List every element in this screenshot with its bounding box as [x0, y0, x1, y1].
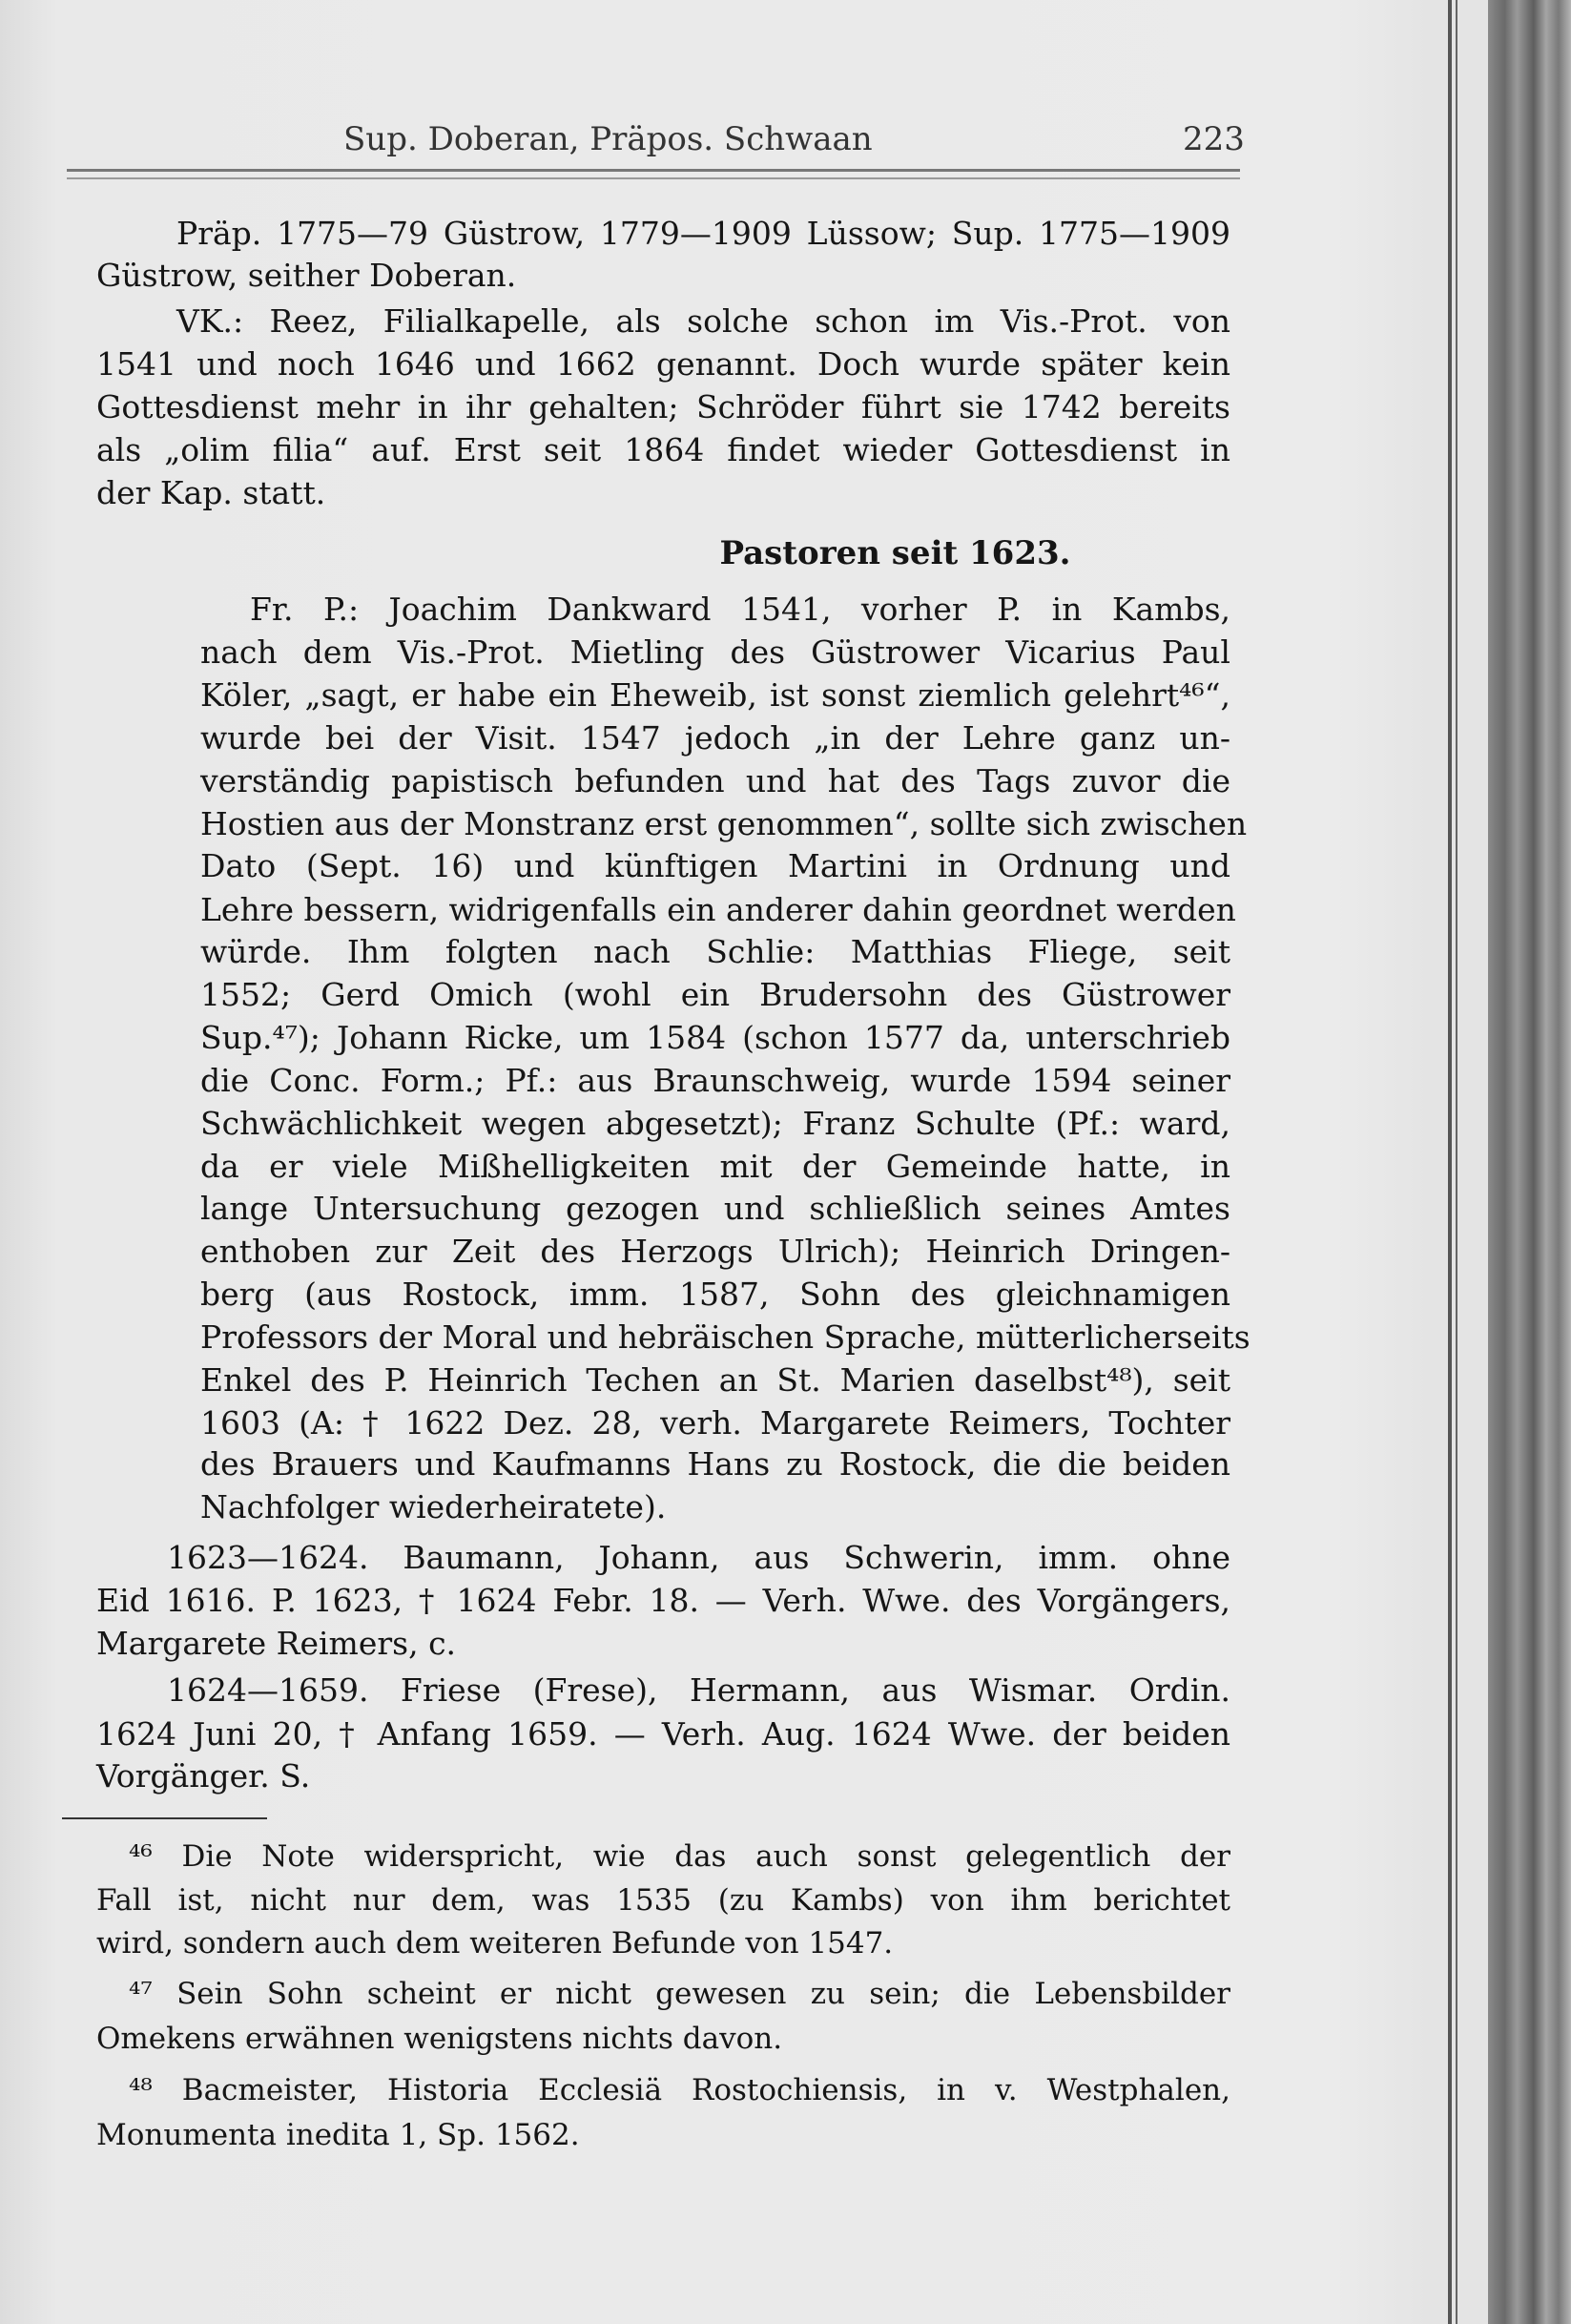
text-line: verständig papistisch befunden und hat des Tags zuvor die	[200, 762, 1230, 799]
text-line: Enkel des P. Heinrich Techen an St. Marien daselbst⁴⁸), seit	[200, 1361, 1230, 1399]
text-line: Sup.⁴⁷); Johann Ricke, um 1584 (schon 1577 da, unterschrieb	[200, 1019, 1230, 1056]
text-line: Vorgänger. S.	[96, 1757, 311, 1795]
text-line: ⁴⁸ Bacmeister, Historia Ecclesiä Rostochiensis, in v. Westphalen,	[129, 2073, 1230, 2107]
text-line: 1623—1624. Baumann, Johann, aus Schwerin, imm. ohne	[167, 1539, 1230, 1576]
text-line: des Brauers und Kaufmanns Hans zu Rostock, die die beiden	[200, 1445, 1230, 1483]
text-line: 1603 (A: † 1622 Dez. 28, verh. Margarete Reimers, Tochter	[200, 1404, 1230, 1442]
text-line: Präp. 1775—79 Güstrow, 1779—1909 Lüssow; Sup. 1775—1909	[176, 215, 1230, 252]
section-heading-text: Pastoren seit 1623.	[719, 534, 1071, 572]
header-rule	[67, 169, 1240, 179]
text-line: ⁴⁶ Die Note widerspricht, wie das auch sonst gelegentlich der	[129, 1839, 1230, 1874]
text-line: wird, sondern auch dem weiteren Befunde von 1547.	[96, 1926, 894, 1961]
text-line: Lehre bessern, widrigenfalls ein anderer dahin geordnet werden	[200, 891, 1236, 928]
book-spine-edge	[1488, 0, 1571, 2324]
text-line: Dato (Sept. 16) und künftigen Martini in Ordnung und	[200, 847, 1230, 884]
text-line: 1624 Juni 20, † Anfang 1659. — Verh. Aug. 1624 Wwe. der beiden	[96, 1715, 1230, 1753]
page-number: 223	[1183, 120, 1245, 158]
text-line: Schwächlichkeit wegen abgesetzt); Franz Schulte (Pf.: ward,	[200, 1105, 1230, 1142]
text-line: Monumenta inedita 1, Sp. 1562.	[96, 2118, 580, 2152]
text-line: Eid 1616. P. 1623, † 1624 Febr. 18. — Verh. Wwe. des Vorgängers,	[96, 1582, 1230, 1619]
text-line: 1624—1659. Friese (Frese), Hermann, aus Wismar. Ordin.	[167, 1671, 1230, 1709]
text-line: Nachfolger wiederheiratete).	[200, 1488, 667, 1525]
footnote-rule	[62, 1817, 267, 1819]
text-line: die Conc. Form.; Pf.: aus Braunschweig, wurde 1594 seiner	[200, 1062, 1230, 1099]
section-heading	[0, 534, 1571, 572]
text-line: berg (aus Rostock, imm. 1587, Sohn des gleichnamigen	[200, 1276, 1230, 1313]
text-line: Margarete Reimers, c.	[96, 1625, 457, 1662]
text-line: der Kap. statt.	[96, 474, 326, 511]
running-title: Sup. Doberan, Präpos. Schwaan	[343, 120, 873, 158]
text-line: würde. Ihm folgten nach Schlie: Matthias Fliege, seit	[200, 933, 1230, 970]
text-line: Omekens erwähnen wenigstens nichts davon.	[96, 2022, 783, 2056]
text-line: ⁴⁷ Sein Sohn scheint er nicht gewesen zu sein; die Lebensbilder	[129, 1977, 1230, 2011]
text-line: da er viele Mißhelligkeiten mit der Gemeinde hatte, in	[200, 1148, 1230, 1185]
text-line: Köler, „sagt, er habe ein Eheweib, ist sonst ziemlich gelehrt⁴⁶“,	[200, 676, 1230, 714]
text-line: lange Untersuchung gezogen und schließlich seines Amtes	[200, 1190, 1230, 1227]
text-line: 1552; Gerd Omich (wohl ein Brudersohn des Güstrower	[200, 976, 1230, 1013]
text-line: Fall ist, nicht nur dem, was 1535 (zu Kambs) von ihm berichtet	[96, 1883, 1230, 1918]
text-line: Güstrow, seither Doberan.	[96, 257, 517, 294]
text-line: wurde bei der Visit. 1547 jedoch „in der Lehre ganz un-	[200, 719, 1230, 757]
binding-line	[1456, 0, 1457, 2324]
text-line: VK.: Reez, Filialkapelle, als solche schon im Vis.-Prot. von	[176, 302, 1230, 340]
text-line: Gottesdienst mehr in ihr gehalten; Schröder führt sie 1742 bereits	[96, 388, 1230, 425]
text-line: enthoben zur Zeit des Herzogs Ulrich); Heinrich Dringen-	[200, 1233, 1230, 1270]
text-line: 1541 und noch 1646 und 1662 genannt. Doch wurde später kein	[96, 345, 1230, 383]
text-line: nach dem Vis.-Prot. Mietling des Güstrower Vicarius Paul	[200, 633, 1230, 671]
text-line: als „olim filia“ auf. Erst seit 1864 findet wieder Gottesdienst in	[96, 431, 1230, 468]
text-line: Professors der Moral und hebräischen Sprache, mütterlicherseits	[200, 1318, 1251, 1356]
text-line: Fr. P.: Joachim Dankward 1541, vorher P. in Kambs,	[250, 591, 1230, 628]
binding-line	[1448, 0, 1452, 2324]
text-line: Hostien aus der Monstranz erst genommen“, sollte sich zwischen	[200, 805, 1248, 842]
